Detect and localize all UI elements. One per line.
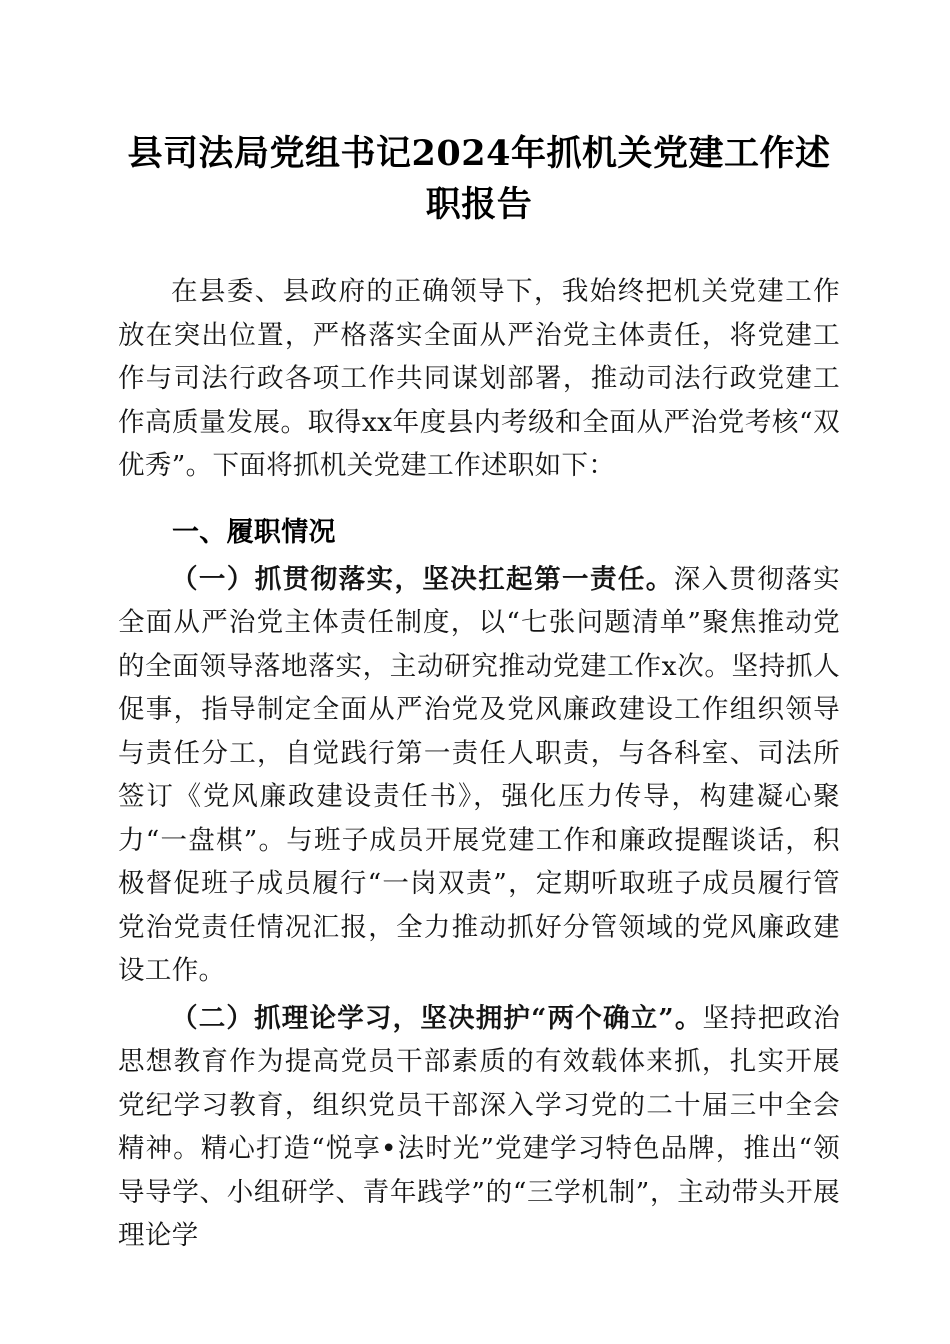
intro-paragraph: 在县委、县政府的正确领导下，我始终把机关党建工作放在突出位置，严格落实全面从严治党主体责任，将党建工作与司法行政各项工作共同谋划部署，推动司法行政党建工作高质量发展。取得xx年度县内考级和全面从严治党考核“双优秀”。下面将抓机关党建工作述职如下： bbox=[118, 276, 840, 481]
subsection-1-2-body: 坚持把政治思想教育作为提高党员干部素质的有效载体来抓，扎实开展党纪学习教育，组织党员干部深入学习党的二十届三中全会精神。精心打造“悦享•法时光”党建学习特色品牌，推出“领导导学、小组研学、青年践学”的“三学机制”，主动带头开展理论学 bbox=[118, 1002, 840, 1251]
subsection-1-1-lead: （一）抓贯彻落实，坚决扛起第一责任。 bbox=[171, 563, 674, 595]
subsection-1-2-lead: （二）抓理论学习，坚决拥护“两个确立”。 bbox=[171, 1002, 703, 1034]
subsection-1-1 bbox=[118, 554, 840, 993]
document-content bbox=[118, 0, 840, 1258]
section-heading-1: 一、履职情况 bbox=[172, 516, 336, 547]
document-title: 县司法局党组书记2024年抓机关党建工作述职报告 bbox=[127, 133, 831, 225]
subsection-1-1-body: 深入贯彻落实全面从严治党主体责任制度，以“七张问题清单”聚焦推动党的全面领导落地落实，主动研究推动党建工作x次。坚持抓人促事，指导制定全面从严治党及党风廉政建设工作组织领导与责任分工，自觉践行第一责任人职责，与各科室、司法所签订《党风廉政建设责任书》，强化压力传导，构建凝心聚力“一盘棋”。与班子成员开展党建工作和廉政提醒谈话，积极督促班子成员履行“一岗双责”，定期听取班子成员履行管党治党责任情况汇报，全力推动抓好分管领域的党风廉政建设工作。 bbox=[118, 563, 840, 986]
subsection-1-2 bbox=[118, 993, 840, 1258]
